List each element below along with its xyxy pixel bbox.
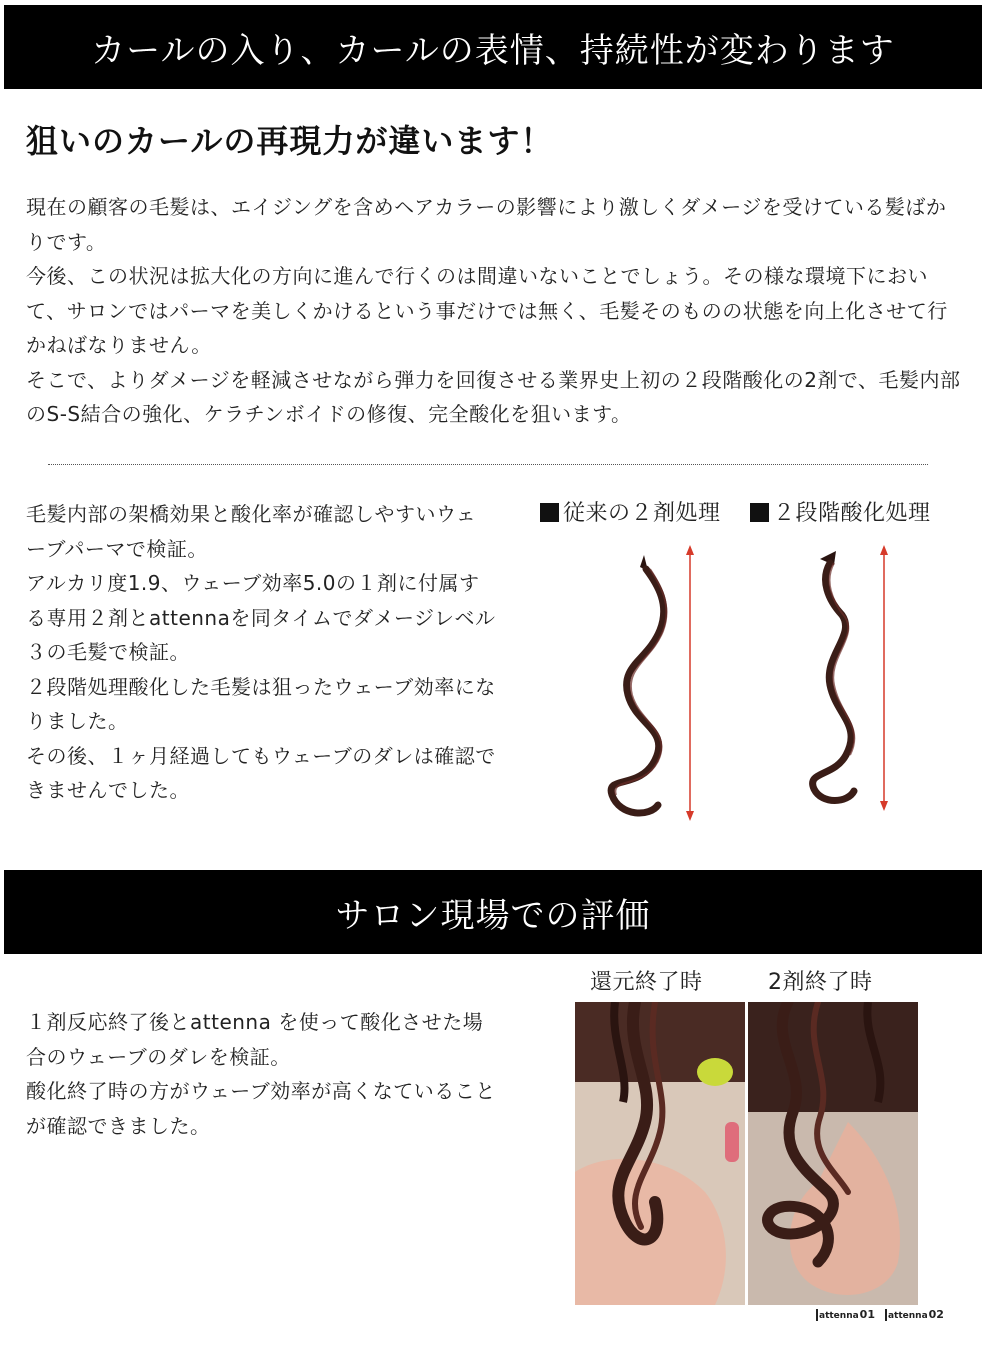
length-arrow-icon [686, 545, 694, 821]
verification-paragraph [26, 497, 496, 808]
salon-line: 酸化終了時の方がウェーブ効率が高くなていることが確認できました。 [26, 1079, 496, 1138]
two-step-oxidation-label: ２段階酸化処理 [750, 496, 931, 527]
photo-label-reduction-end: 還元終了時 [590, 970, 703, 995]
verify-line: 毛髪内部の架橋効果と酸化率が確認しやすいウェーブパーマで検証。 [26, 502, 477, 561]
intro-paragraph [26, 190, 966, 432]
verify-line: アルカリ度1.9、ウェーブ効率5.0の１剤に付属する専用２剤とattennaを同タイムでダメージレベル３の毛髪で検証。 [26, 571, 496, 664]
conventional-treatment-label: 従来の２剤処理 [540, 496, 721, 527]
salon-evaluation-paragraph [26, 1005, 496, 1143]
section-banner-curl [4, 5, 982, 89]
intro-line: 現在の顧客の毛髪は、エイジングを含めヘアカラーの影響により激しくダメージを受けている髪ばかりです。 [26, 195, 947, 254]
length-arrow-icon [880, 545, 888, 811]
salon-photo-second-agent-end [748, 1002, 918, 1305]
salon-line: １剤反応終了後とattenna を使って酸化させた場合のウェーブのダレを検証。 [26, 1010, 484, 1069]
hair-strand-two-step-image [800, 545, 910, 815]
logo-bar-icon [816, 1309, 818, 1321]
verify-line: その後、１ヶ月経過してもウェーブのダレは確認できませんでした。 [26, 743, 496, 802]
section-banner-salon [4, 870, 982, 954]
hair-strand-conventional-image [600, 545, 710, 825]
salon-photo-reduction-end [575, 1002, 745, 1305]
attenna-logos [816, 1308, 944, 1321]
hair-strand-curl [611, 555, 666, 813]
attenna-logo: attenna 01 [816, 1308, 875, 1321]
photo-label-second-agent-end: 2剤終了時 [768, 970, 873, 995]
page-headline: 狙いのカールの再現力が違います！ [26, 122, 554, 160]
hair-strand-curl [813, 551, 855, 801]
intro-line: 今後、この状況は拡大化の方向に進んで行くのは間違いないことでしょう。その様な環境下において、サロンではパーマを美しくかけるという事だけでは無く、毛髪そのものの状態を向上化させて行かねばなりません。 [26, 264, 948, 357]
intro-line: そこで、よりダメージを軽減させながら弾力を回復させる業界史上初の２段階酸化の2剤で、毛髪内部のS-S結合の強化、ケラチンボイドの修復、完全酸化を狙います。 [26, 367, 961, 426]
banner-title: カールの入り、カールの表情、持続性が変わります [91, 30, 895, 71]
verify-line: ２段階処理酸化した毛髪は狙ったウェーブ効率になりました。 [26, 674, 496, 733]
square-bullet-icon [540, 503, 559, 522]
square-bullet-icon [750, 503, 769, 522]
attenna-logo: attenna 02 [885, 1308, 944, 1321]
logo-bar-icon [885, 1309, 887, 1321]
dotted-divider [48, 464, 928, 465]
banner-title: サロン現場での評価 [335, 895, 651, 936]
